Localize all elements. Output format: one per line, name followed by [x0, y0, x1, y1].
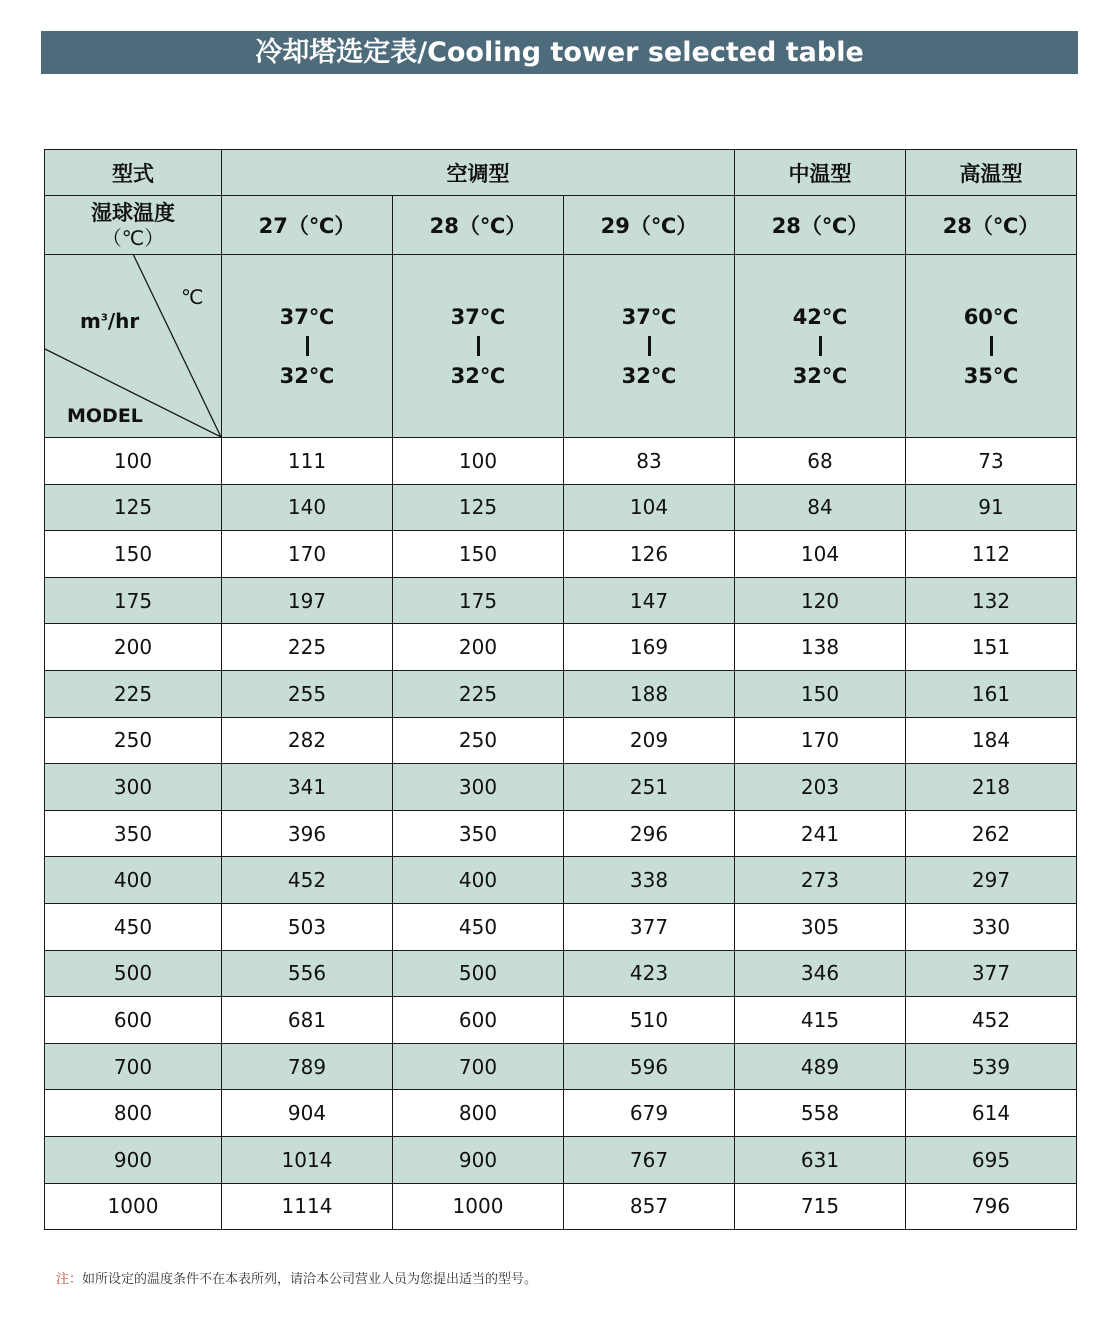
model-label: MODEL: [67, 405, 143, 427]
flow-cell: 150: [393, 531, 564, 578]
footnote-text: 如所设定的温度条件不在本表所列，请洽本公司营业人员为您提出适当的型号。: [82, 1272, 538, 1287]
group-high-temp: 高温型: [906, 150, 1077, 196]
flow-cell: 679: [564, 1090, 735, 1137]
flow-cell: 600: [393, 997, 564, 1044]
flow-cell: 1114: [222, 1183, 393, 1230]
flow-cell: 188: [564, 670, 735, 717]
outlet-temp: 32℃: [792, 363, 848, 388]
flow-cell: 400: [393, 857, 564, 904]
table-row: [45, 1136, 1077, 1183]
model-cell: 600: [45, 997, 222, 1044]
table-row: [45, 903, 1077, 950]
flow-cell: 510: [564, 997, 735, 1044]
flow-cell: 800: [393, 1090, 564, 1137]
type-label-cell: 型式: [45, 150, 222, 196]
flow-cell: 341: [222, 764, 393, 811]
flow-cell: 695: [906, 1136, 1077, 1183]
flow-cell: 681: [222, 997, 393, 1044]
model-cell: 125: [45, 484, 222, 531]
flow-cell: 614: [906, 1090, 1077, 1137]
flow-cell: 700: [393, 1043, 564, 1090]
model-cell: 150: [45, 531, 222, 578]
outlet-temp: 32℃: [279, 363, 335, 388]
table-row: [45, 950, 1077, 997]
flow-cell: 84: [735, 484, 906, 531]
flow-cell: 904: [222, 1090, 393, 1137]
table-row: [45, 1183, 1077, 1230]
flow-cell: 147: [564, 577, 735, 624]
temp-range-cell: [564, 255, 735, 438]
flow-cell: 1000: [393, 1183, 564, 1230]
flow-unit-label: $m^3/hr$: [80, 309, 140, 333]
inlet-temp: 60℃: [963, 304, 1019, 329]
flow-cell: 631: [735, 1136, 906, 1183]
group-medium-temp: 中温型: [735, 150, 906, 196]
flow-cell: 151: [906, 624, 1077, 671]
table-row: [45, 810, 1077, 857]
table-row: [45, 438, 1077, 485]
flow-cell: 225: [393, 670, 564, 717]
footnote-prefix: 注：: [56, 1272, 83, 1287]
flow-cell: 100: [393, 438, 564, 485]
range-separator: [819, 336, 822, 356]
flow-cell: 126: [564, 531, 735, 578]
flow-cell: 251: [564, 764, 735, 811]
flow-cell: 338: [564, 857, 735, 904]
header-row-type: [45, 150, 1077, 196]
flow-cell: 503: [222, 903, 393, 950]
model-cell: 250: [45, 717, 222, 764]
flow-cell: 330: [906, 903, 1077, 950]
flow-cell: 350: [393, 810, 564, 857]
header-row-temp-range: [45, 255, 1077, 438]
flow-cell: 415: [735, 997, 906, 1044]
header-row-wet-bulb: [45, 196, 1077, 255]
table-row: [45, 764, 1077, 811]
flow-cell: 175: [393, 577, 564, 624]
flow-cell: 596: [564, 1043, 735, 1090]
page-title: 冷却塔选定表/Cooling tower selected table: [41, 31, 1078, 74]
flow-cell: 452: [906, 997, 1077, 1044]
flow-cell: 68: [735, 438, 906, 485]
flow-cell: 161: [906, 670, 1077, 717]
outlet-temp: 32℃: [450, 363, 506, 388]
flow-cell: 789: [222, 1043, 393, 1090]
table-row: [45, 670, 1077, 717]
flow-cell: 225: [222, 624, 393, 671]
temp-range-cell: [735, 255, 906, 438]
table-row: [45, 717, 1077, 764]
table-row: [45, 577, 1077, 624]
table-row: [45, 1090, 1077, 1137]
wet-bulb-unit: （℃）: [101, 226, 165, 250]
flow-cell: 489: [735, 1043, 906, 1090]
diagonal-header-cell: [45, 255, 222, 438]
model-cell: 350: [45, 810, 222, 857]
flow-cell: 857: [564, 1183, 735, 1230]
flow-cell: 169: [564, 624, 735, 671]
flow-cell: 450: [393, 903, 564, 950]
table-row: [45, 1043, 1077, 1090]
outlet-temp: 32℃: [621, 363, 677, 388]
inlet-temp: 42℃: [792, 304, 848, 329]
flow-cell: 396: [222, 810, 393, 857]
wet-bulb-value: 28（℃）: [735, 196, 906, 255]
flow-cell: 796: [906, 1183, 1077, 1230]
model-cell: 500: [45, 950, 222, 997]
model-cell: 100: [45, 438, 222, 485]
model-cell: 450: [45, 903, 222, 950]
flow-cell: 539: [906, 1043, 1077, 1090]
flow-cell: 132: [906, 577, 1077, 624]
flow-cell: 184: [906, 717, 1077, 764]
flow-cell: 150: [735, 670, 906, 717]
model-cell: 300: [45, 764, 222, 811]
flow-cell: 209: [564, 717, 735, 764]
flow-cell: 262: [906, 810, 1077, 857]
table-row: [45, 997, 1077, 1044]
flow-cell: 305: [735, 903, 906, 950]
flow-cell: 203: [735, 764, 906, 811]
flow-cell: 297: [906, 857, 1077, 904]
wet-bulb-value: 27（℃）: [222, 196, 393, 255]
flow-cell: 250: [393, 717, 564, 764]
model-cell: 800: [45, 1090, 222, 1137]
wet-bulb-value: 29（℃）: [564, 196, 735, 255]
flow-cell: 296: [564, 810, 735, 857]
footnote: [56, 1268, 537, 1287]
model-cell: 900: [45, 1136, 222, 1183]
temp-range-cell: [222, 255, 393, 438]
flow-cell: 500: [393, 950, 564, 997]
temperature-unit-label: ℃: [181, 285, 204, 309]
range-separator: [306, 336, 309, 356]
flow-cell: 255: [222, 670, 393, 717]
inlet-temp: 37℃: [450, 304, 506, 329]
flow-cell: 377: [564, 903, 735, 950]
range-separator: [990, 336, 993, 356]
flow-cell: 715: [735, 1183, 906, 1230]
flow-cell: 767: [564, 1136, 735, 1183]
flow-cell: 423: [564, 950, 735, 997]
flow-cell: 104: [735, 531, 906, 578]
flow-cell: 346: [735, 950, 906, 997]
flow-cell: 1014: [222, 1136, 393, 1183]
model-cell: 400: [45, 857, 222, 904]
flow-cell: 200: [393, 624, 564, 671]
wet-bulb-value: 28（℃）: [906, 196, 1077, 255]
flow-cell: 111: [222, 438, 393, 485]
flow-cell: 558: [735, 1090, 906, 1137]
flow-cell: 104: [564, 484, 735, 531]
flow-cell: 170: [735, 717, 906, 764]
flow-cell: 282: [222, 717, 393, 764]
cooling-tower-selection-table: [44, 149, 1077, 1230]
flow-cell: 241: [735, 810, 906, 857]
flow-cell: 197: [222, 577, 393, 624]
flow-cell: 138: [735, 624, 906, 671]
temp-range-cell: [393, 255, 564, 438]
wet-bulb-label: 湿球温度: [91, 201, 175, 225]
flow-cell: 112: [906, 531, 1077, 578]
model-cell: 175: [45, 577, 222, 624]
model-cell: 700: [45, 1043, 222, 1090]
range-separator: [648, 336, 651, 356]
inlet-temp: 37℃: [279, 304, 335, 329]
table-row: [45, 624, 1077, 671]
flow-cell: 91: [906, 484, 1077, 531]
flow-cell: 83: [564, 438, 735, 485]
flow-cell: 73: [906, 438, 1077, 485]
flow-cell: 120: [735, 577, 906, 624]
flow-cell: 170: [222, 531, 393, 578]
flow-cell: 300: [393, 764, 564, 811]
flow-cell: 556: [222, 950, 393, 997]
table-row: [45, 531, 1077, 578]
flow-cell: 140: [222, 484, 393, 531]
model-cell: 225: [45, 670, 222, 717]
flow-cell: 452: [222, 857, 393, 904]
temp-range-cell: [906, 255, 1077, 438]
outlet-temp: 35℃: [963, 363, 1019, 388]
table-row: [45, 484, 1077, 531]
flow-cell: 377: [906, 950, 1077, 997]
model-cell: 1000: [45, 1183, 222, 1230]
flow-cell: 125: [393, 484, 564, 531]
flow-cell: 273: [735, 857, 906, 904]
inlet-temp: 37℃: [621, 304, 677, 329]
wet-bulb-value: 28（℃）: [393, 196, 564, 255]
group-air-conditioning: 空调型: [222, 150, 735, 196]
range-separator: [477, 336, 480, 356]
table-row: [45, 857, 1077, 904]
flow-cell: 218: [906, 764, 1077, 811]
model-cell: 200: [45, 624, 222, 671]
wet-bulb-label-cell: [45, 196, 222, 255]
flow-cell: 900: [393, 1136, 564, 1183]
